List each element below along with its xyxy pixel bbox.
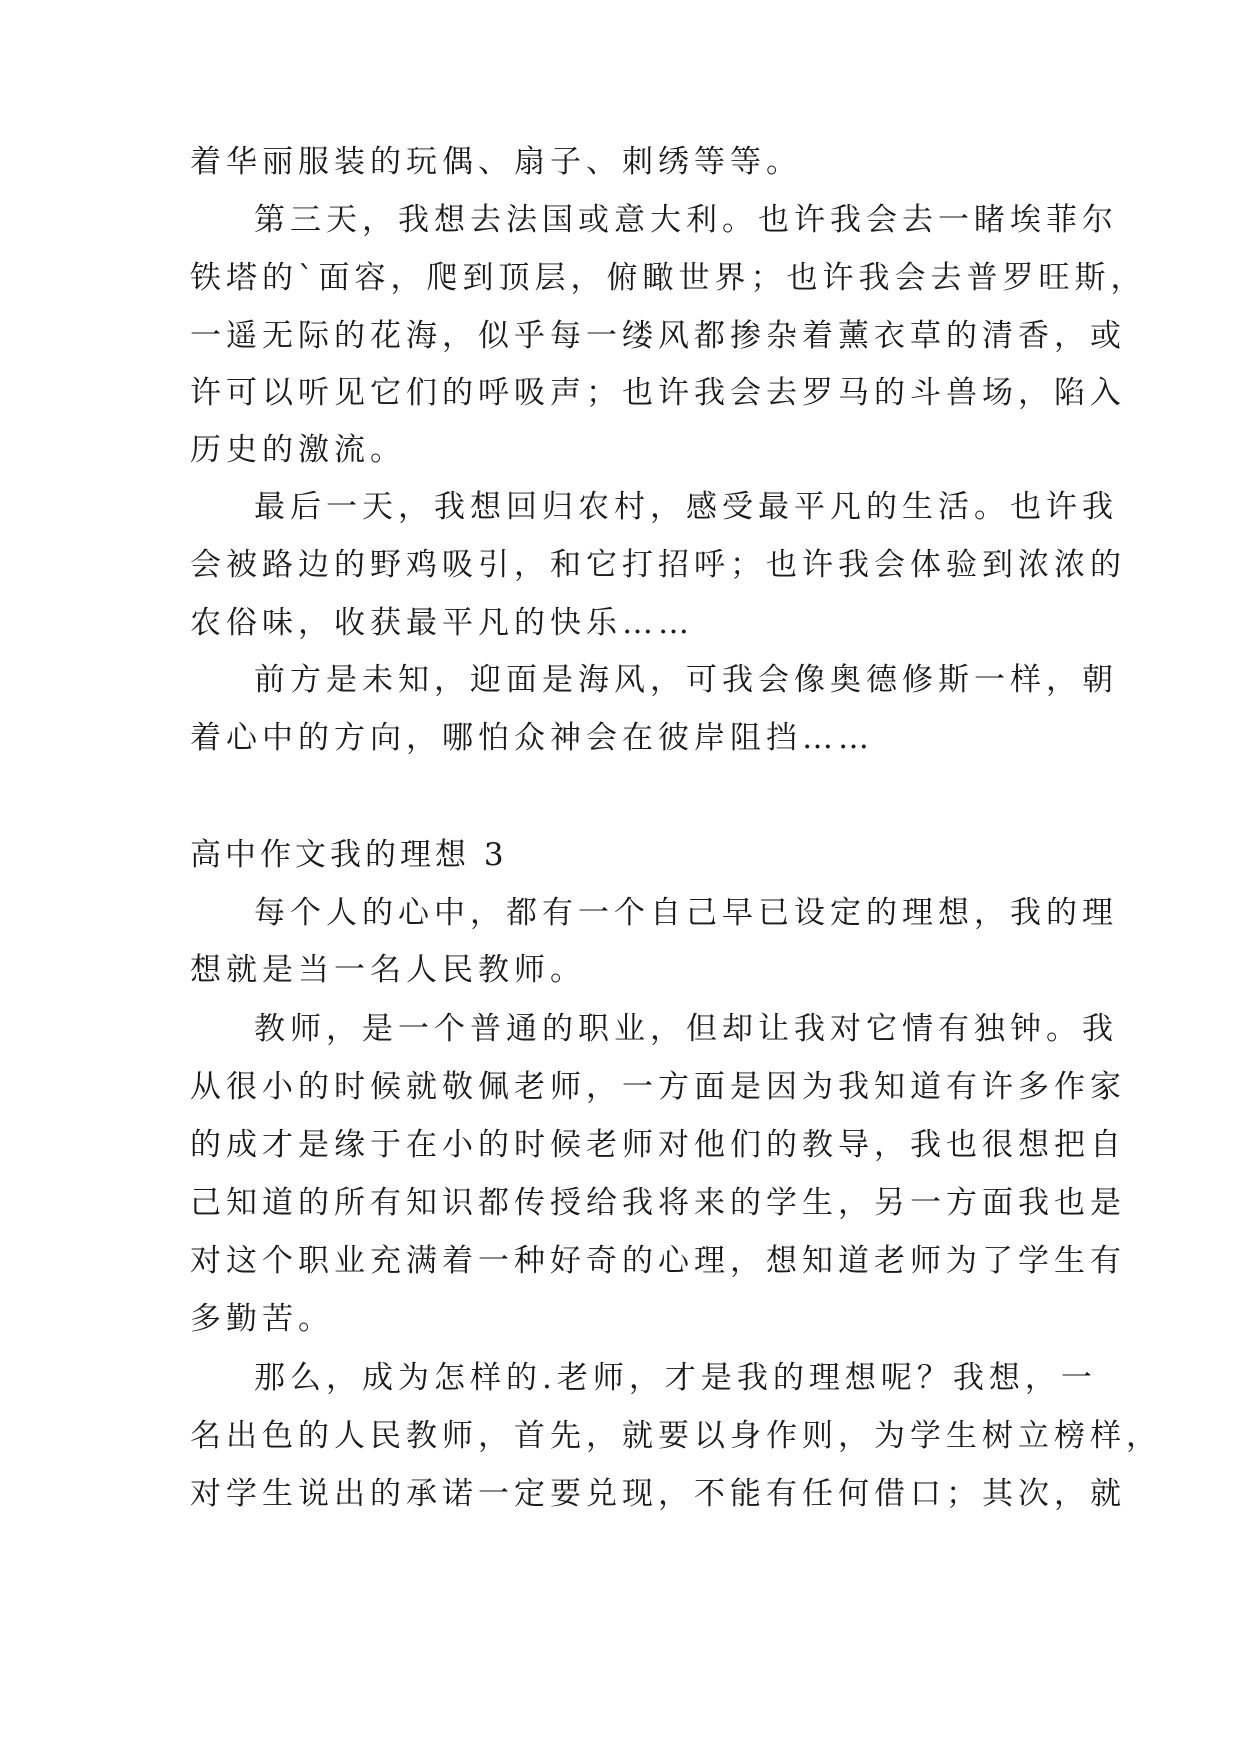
text-line: 会被路边的野鸡吸引，和它打招呼；也许我会体验到浓浓的 — [190, 547, 1126, 583]
text-line: 历史的激流。 — [190, 432, 406, 468]
text-line: 对这个职业充满着一种好奇的心理，想知道老师为了学生有 — [190, 1243, 1126, 1279]
text-line: 的成才是缘于在小的时候老师对他们的教导，我也很想把自 — [190, 1127, 1126, 1163]
text-line: 铁塔的`面容，爬到顶层，俯瞰世界；也许我会去普罗旺斯， — [190, 260, 1147, 296]
text-line: 名出色的人民教师，首先，就要以身作则，为学生树立榜样， — [190, 1418, 1162, 1454]
section-heading: 高中作文我的理想 3 — [190, 837, 508, 873]
text-line: 第三天，我想去法国或意大利。也许我会去一睹埃菲尔 — [254, 202, 1118, 238]
text-line: 每个人的心中，都有一个自己早已设定的理想，我的理 — [254, 895, 1118, 931]
text-line: 许可以听见它们的呼吸声；也许我会去罗马的斗兽场，陷入 — [190, 375, 1126, 411]
text-line: 对学生说出的承诺一定要兑现，不能有任何借口；其次，就 — [190, 1476, 1126, 1512]
text-line: 着心中的方向，哪怕众神会在彼岸阻挡…… — [190, 720, 874, 756]
text-line: 农俗味，收获最平凡的快乐…… — [190, 605, 694, 641]
text-line: 多勤苦。 — [190, 1301, 334, 1337]
text-line: 教师，是一个普通的职业，但却让我对它情有独钟。我 — [254, 1011, 1118, 1047]
text-line: 己知道的所有知识都传授给我将来的学生，另一方面我也是 — [190, 1185, 1126, 1221]
text-line: 一遥无际的花海，似乎每一缕风都掺杂着薰衣草的清香，或 — [190, 318, 1126, 354]
text-line: 前方是未知，迎面是海风，可我会像奥德修斯一样，朝 — [254, 662, 1118, 698]
text-line: 那么，成为怎样的.老师，才是我的理想呢？我想，一 — [254, 1360, 1097, 1396]
text-line: 从很小的时候就敬佩老师，一方面是因为我知道有许多作家 — [190, 1069, 1126, 1105]
text-line: 想就是当一名人民教师。 — [190, 952, 586, 988]
text-line: 最后一天，我想回归农村，感受最平凡的生活。也许我 — [254, 489, 1118, 525]
text-line: 着华丽服装的玩偶、扇子、刺绣等等。 — [190, 144, 802, 180]
